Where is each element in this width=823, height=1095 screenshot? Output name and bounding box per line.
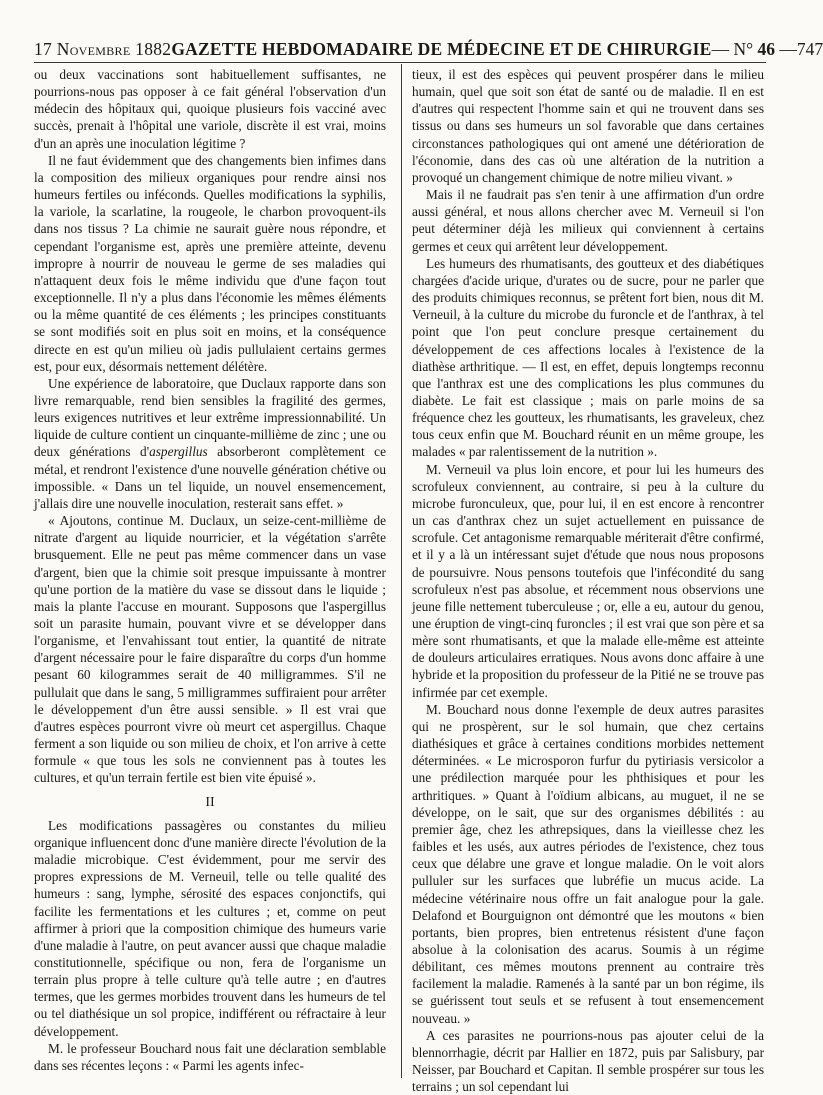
paragraph: Il ne faut évidemment que des changements bien infimes dans la composition des milieux organiques pour rendre ainsi nos humeurs fertiles ou inféconds. Quelles modifications la syphilis, la variole, la scarlatine, la rougeole, le charbon provoquent-ils dans nos tissus ? La chimie ne saurait guère nous répondre, et cependant l'organisme est, après une première atteinte, devenu impropre à nourrir de nouveau le germe de ses maladies qui n'attaquent deux fois le même individu que d'une façon tout exceptionnelle. Il n'y a plus dans l'économie les mêmes éléments ou la même quantité de ces éléments ; les principes constituants se sont modifiés soit en plus soit en moins, et la conséquence directe en est qu'un milieu où jadis pullulaient certains germes est, pour eux, désormais nettement délétère. bbox=[34, 152, 386, 374]
left-column bbox=[34, 66, 386, 1078]
paragraph: Une expérience de laboratoire, que Duclaux rapporte dans son livre remarquable, rend bien sensibles la fragilité des germes, leurs exigences nutritives et leur extrême impressionnabilité. Un liquide de culture contient un cinquante-millième de zinc ; une ou deux générations d'aspergillus absorberont complètement ce métal, et rendront l'existence d'une nouvelle génération chétive ou impossible. « Dans un tel liquide, un nouvel ensemencement, j'allais dire une nouvelle inoculation, resterait sans effet. » bbox=[34, 375, 386, 511]
paragraph: ou deux vaccinations sont habituellement suffisantes, ne pourrions-nous pas opposer à ce fait général l'observation d'un médecin des hôpitaux qui, quoique plusieurs fois vacciné avec succès, prenait à l'hôpital une variole, discrète il est vrai, moins d'un an après une inoculation légitime ? bbox=[34, 67, 386, 151]
right-column bbox=[412, 66, 764, 1095]
paragraph: A ces parasites ne pourrions-nous pas ajouter celui de la blennorrhagie, décrit par Hallier en 1872, puis par Salisbury, par Neisser, par Bouchard et Capitan. Il semble prospérer sur tous les terrains ; un sol cependant lui bbox=[412, 1027, 764, 1095]
italic-term: aspergillus bbox=[149, 444, 208, 460]
paragraph: « Ajoutons, continue M. Duclaux, un seize-cent-millième de nitrate d'argent au liquide nourricier, et la végétation s'arrête brusquement. Elle ne peut pas même commencer dans un vase d'argent, bien que la chimie soit presque impuissante à montrer qu'une portion de la matière du vase se dissout dans le liquide ; mais la plante l'accuse en mourant. Supposons que l'aspergillus soit un parasite humain, pouvant vivre et se développer dans l'organisme, et l'envahissant tout entier, la quantité de nitrate d'argent nécessaire pour le faire disparaître du corps d'un homme pesant 60 kilogrammes serait de 40 milligrammes. S'il ne pullulait que dans le sang, 5 milligrammes suffiraient pour arrêter le développement d'un être aussi sensible. » Il est vrai que d'autres espèces pourront vivre où meurt cet aspergillus. Chaque ferment a son liquide ou son milieu de choix, et l'on arrive à cette formule « que tous les sols ne conviennent pas à toutes les cultures, et qu'un terrain fertile est bien vite épuisé ». bbox=[34, 513, 386, 786]
running-header bbox=[34, 38, 823, 60]
paragraph: Les modifications passagères ou constantes du milieu organique influencent donc d'une manière directe l'évolution de la maladie microbique. C'est évidemment, pour me servir des propres expressions de M. Verneuil, telle ou telle qualité des humeurs : sang, lymphe, sérosité des espaces conjonctifs, qui facilite les fermentations et les cultures ; et, comme on peut affirmer à priori que la composition chimique des humeurs varie d'une maladie à l'autre, on peut avancer aussi que chaque maladie constitutionnelle, spécifique ou non, fera de l'organisme un terrain plus propre à telle culture qu'à telle autre ; en d'autres termes, que les germes morbides trouvent dans les humeurs de tel ou tel diathésique un sol propice, indifférent ou réfractaire à leur développement. bbox=[34, 817, 386, 1039]
paragraph: Les humeurs des rhumatisants, des goutteux et des diabétiques chargées d'acide urique, d'urates ou de sucre, pour ne parler que des produits chimiques reconnus, se prêtent fort bien, nous dit M. Verneuil, à la culture du microbe du furoncle et de l'anthrax, à tel point que l'on peut conclure presque certainement du développement de ces affections locales à l'existence de la diathèse arthritique. — Il est, en effet, depuis longtemps reconnu que l'anthrax est une des complications les plus communes du diabète. Le fait est classique ; mais on parle moins de sa fréquence chez les goutteux, les rhumatisants, les graveleux, chez tous ceux enfin que M. Bouchard réunit en un même groupe, les malades « par ralentissement de la nutrition ». bbox=[412, 255, 764, 460]
page-number: 747 bbox=[796, 39, 823, 59]
paragraph: Mais il ne faudrait pas s'en tenir à une affirmation d'un ordre aussi général, et nous allons chercher avec M. Verneuil si l'on peut déterminer déjà les milieux qui conviennent à certains germes et ceux qui arrêtent leur développement. bbox=[412, 187, 764, 254]
paragraph: M. Verneuil va plus loin encore, et pour lui les humeurs des scrofuleux conviennent, au contraire, si peu à la culture du microbe furonculeux, que, pour lui, il en est encore à rencontrer un cas d'anthrax chez un sujet actuellement en puissance de scrofule. Cet antagonisme remarquable mériterait d'être confirmé, et il y a là un intéressant sujet d'étude que nous nous proposons de poursuivre. Nous pensons toutefois que l'infécondité du sang scrofuleux n'est pas absolue, et récemment nous observions une jeune fille nettement tuberculeuse ; or, elle a eu, autour du genou, une éruption de vingt-cinq furoncles ; il est vrai que son père et sa mère sont rhumatisants, et que la malade elle-même est atteinte de douleurs articulaires erratiques. Nous avons donc affaire à une hybride et la proposition du professeur de la Pitié ne se trouve pas infirmée par cet exemple. bbox=[412, 461, 764, 700]
issue-date: 17 Novembre 1882 bbox=[34, 39, 172, 59]
issue-number: — N° 46 — bbox=[711, 39, 797, 59]
paragraph: M. Bouchard nous donne l'exemple de deux autres parasites qui ne prospèrent, sur le sol humain, que chez certains diathésiques et grâce à certaines conditions morbides nettement déterminées. « Le microsporon furfur du pytiriasis versicolor a une prédilection marquée pour les phthisiques et pour les arthritiques. » Quant à l'oïdium albicans, au muguet, il ne se développe, on le sait, que sur des organismes débilités : au premier âge, chez les athrepsiques, dans la vieillesse chez les faibles et les usés, aux autres périodes de l'existence, chez tous ceux que délabre une grave et longue maladie. On le voit alors pulluler sur les surfaces que lubréfie un mucus acide. La médecine vétérinaire nous offre un fait analogue pour la gale. Delafond et Bourguignon ont démontré que les moutons « bien portants, bien propres, bien entretenus résistent d'une façon absolue à la colonisation des acarus. Soumis à un régime débilitant, ces mêmes moutons prennent au contraire très facilement la maladie. Ramenés à la santé par un bon régime, ils se guérissent tout seuls et se refusent à tout ensemencement nouveau. » bbox=[412, 701, 764, 1026]
paragraph: M. le professeur Bouchard nous fait une déclaration semblable dans ses récentes leçons : « Parmi les agents infec- bbox=[34, 1040, 386, 1073]
column-divider bbox=[401, 64, 402, 1078]
journal-title: GAZETTE HEBDOMADAIRE DE MÉDECINE ET DE CHIRURGIE bbox=[171, 39, 712, 59]
paragraph: tieux, il est des espèces qui peuvent prospérer dans le milieu humain, quel que soit son état de santé ou de maladie. Il en est d'autres qui respectent l'homme sain et qui ne trouvent dans ses tissus ou dans ses humeurs un sol favorable que dans certaines circonstances pathologiques qui ont amené une détérioration de l'économie, dans des cas où une altération de la nutrition a provoqué un changement chimique de notre milieu vivant. » bbox=[412, 67, 764, 185]
header-rule bbox=[34, 62, 766, 63]
section-heading: II bbox=[205, 794, 215, 810]
